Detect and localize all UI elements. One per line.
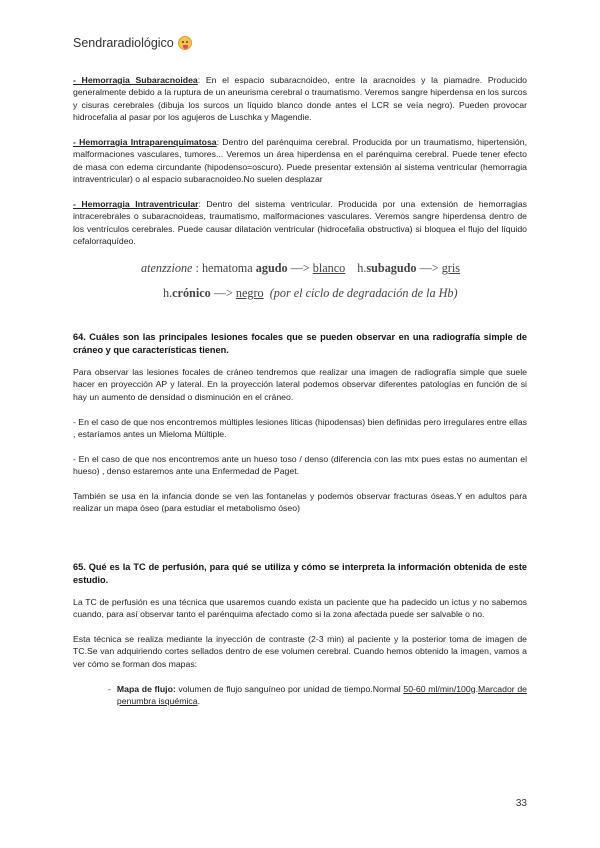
term-intraparenquimatosa: - Hemorragia Intraparenquimatosa (73, 137, 217, 148)
formula-negro: negro (235, 286, 264, 301)
bullet-mapa-flujo-desc: volumen de flujo sanguíneo por unidad de tiempo.Normal (175, 683, 404, 694)
bullet-mapa-flujo-term: Mapa de flujo: (116, 683, 176, 694)
q64-paragraph-1: Para observar las lesiones focales de cráneo tendremos que realizar una imagen de radiografía simple que suele hacer en proyección AP y lateral. En la proyección lateral podemos observar diferentes patologías en función de si hay un aumento de densidad o disminución en el cráneo. (73, 367, 527, 402)
page-content (73, 74, 527, 720)
bullet-mapa-flujo (108, 683, 527, 708)
formula-atencion: atenzzione (141, 261, 193, 276)
formula-blanco: blanco (312, 261, 346, 276)
formula-subagudo: subagudo (366, 261, 417, 276)
q64-paragraph-3: - En el caso de que nos encontremos ante un hueso toso / denso (diferencia con las mtx pues estas no aumentan el hueso) , denso estaremos ante una Enfermedad de Paget. (73, 453, 527, 477)
bullet-mapa-flujo-value: 50-60 ml/min/100g (403, 683, 476, 694)
formula-cronico: crónico (172, 286, 211, 301)
paragraph-hemorragia-intraparenquimatosa (73, 136, 527, 186)
question-64-title: 64. Cuáles son las principales lesiones focales que se pueden observar en una radiografía simple de cráneo y que características tienen. (73, 332, 527, 356)
bullet-mapa-flujo-text (117, 683, 527, 708)
page-header (73, 36, 192, 50)
formula-line-2 (163, 285, 527, 301)
paragraph-hemorragia-intraventricular (73, 198, 527, 248)
formula-gris: gris (441, 261, 460, 276)
formula-hematoma: hematoma (201, 261, 256, 276)
bullet-dash: - (108, 683, 111, 694)
text-intraparenquimatosa: : Dentro del parénquima cerebral. Producida por un traumatismo, hipertensión, malformaciones vasculares, tumores... Veremos un área hiperdensa en el parénquima cerebral. Puede tener efecto de masa con edema circundante (hipodenso=oscuro). Puede presentar extensión al sistema ventricular (hemorragia intraventricular) o al espacio subaracnoideo.No suelen desplazar (73, 137, 527, 185)
q65-paragraph-1: La TC de perfusión es una técnica que usaremos cuando exista un paciente que ha padecido un ictus y no sabemos cuando, para así observar tanto el parénquima afectado como si la zona afectada puede ser salvable o no. (73, 596, 527, 620)
q64-paragraph-4: También se usa en la infancia donde se ven las fontanelas y podemos observar fracturas óseas.Y en adultos para realizar un mapa óseo (para estudiar el metabolismo óseo) (73, 491, 527, 514)
bullet-mapa-flujo-marker: Marcador de penumbra isquémica (116, 683, 527, 707)
term-intraventricular: - Hemorragia Intraventricular (73, 199, 199, 210)
formula-arrow-1: —> (287, 261, 313, 276)
question-65-title: 65. Qué es la TC de perfusión, para qué se utiliza y cómo se interpreta la información obtenida de este estudio. (73, 561, 527, 585)
bullet-mapa-flujo-end: . (197, 696, 200, 707)
tongue-emoji-icon (178, 36, 192, 50)
q64-paragraph-2: - En el caso de que nos encontremos múltiples lesiones líticas (hipodensas) bien definidas pero irregulares entre ellas , estaríamos antes un Mieloma Múltiple. (73, 416, 527, 440)
paragraph-hemorragia-subaracnoidea (73, 74, 527, 124)
formula-line-1 (141, 260, 527, 276)
formula-h-2: h. (163, 286, 173, 301)
formula-colon: : (192, 261, 202, 276)
page-number: 33 (515, 798, 527, 809)
q65-paragraph-2: Esta técnica se realiza mediante la inyección de contraste (2-3 min) al paciente y la posterior toma de imagen de TC.Se van adquiriendo cortes sellados dentro de ese volumen cerebral. Cuando hemos obtenido la imagen, vamos a ver cómo se forman dos mapas: (73, 634, 527, 669)
text-subaracnoidea: : En el espacio subaracnoideo, entre la aracnoides y la piamadre. Producido generalmente debido a la ruptura de un aneurisma cerebral o traumatismo. Veremos sangre hiperdensa en los surcos y cisuras cerebrales (dibuja los surcos un líquido blanco donde antes el LCR se veía negro). Pueden provocar hidrocefalia al pasar por los agujeros de Luschka y Magendie. (73, 75, 527, 123)
formula-nota: (por el ciclo de degradación de la Hb) (269, 286, 458, 301)
formula-agudo: agudo (255, 261, 288, 276)
term-subaracnoidea: - Hemorragia Subaracnoidea (73, 75, 198, 85)
formula-arrow-2: —> (416, 261, 442, 276)
text-intraventricular: : Dentro del sistema ventricular. Producida por una extensión de hemorragias intracerebrales o subaracnoideas, traumatismo, malformaciones vasculares. Veremos sangre hiperdensa dentro de los ventrículos cerebrales. Puede causar dilatación ventricular (hidrocefalia obstructiva) si bloquea el flujo del líquido cefalorraquídeo. (73, 199, 528, 247)
header-title: Sendraradiológico (73, 36, 174, 50)
formula-h-1: h. (357, 261, 367, 276)
bullet-mapa-flujo-dot: . (475, 683, 478, 694)
formula-arrow-3: —> (210, 286, 236, 301)
